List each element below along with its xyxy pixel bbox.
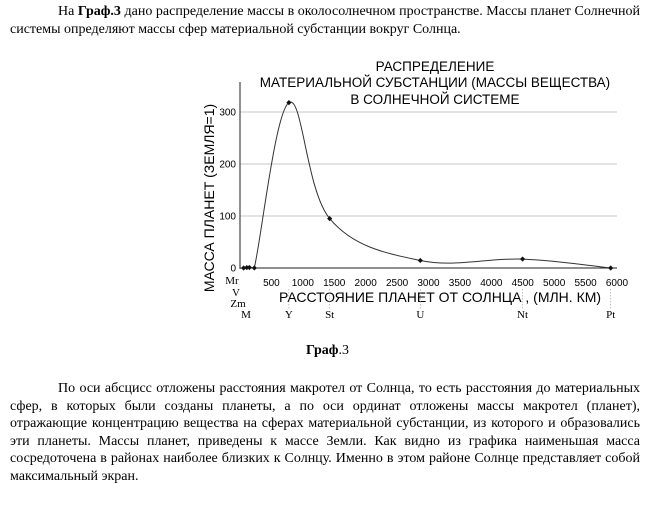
planet-label-V: V	[232, 287, 240, 299]
x-axis-title: РАССТОЯНИЕ ПЛАНЕТ ОТ СОЛНЦА , (МЛН. КМ)	[278, 289, 602, 305]
planet-label-Mr: Mr	[225, 275, 239, 287]
chart-curve	[244, 102, 611, 268]
x-tick-label-5500: 5500	[574, 278, 597, 289]
caption-bold: Граф	[306, 343, 339, 358]
planet-label-St: St	[325, 309, 335, 321]
chart-grid	[240, 112, 617, 216]
planet-label-Nt: Nt	[517, 309, 529, 321]
planet-label-M: M	[241, 309, 251, 321]
intro-text-start: На	[58, 4, 78, 19]
planet-label-Y: Y	[284, 309, 293, 321]
data-point-Nt	[520, 256, 525, 261]
x-tick-label-4000: 4000	[480, 278, 503, 289]
chart-title-line-3: В СОЛНЕЧНОЙ СИСТЕМЕ	[350, 92, 520, 107]
data-point-M	[252, 265, 257, 270]
x-tick-label-6000: 6000	[605, 278, 629, 289]
y-tick-label-300: 300	[219, 107, 236, 119]
chart-title	[260, 59, 610, 107]
intro-text-end: дано распределение массы в околосолнечном пространстве. Массы планет Солнечной системы определяют массы сфер материальной субстанции вокруг Солнца.	[10, 4, 641, 37]
x-tick-label-1000: 1000	[291, 278, 314, 289]
x-tick-label-1500: 1500	[323, 278, 346, 289]
y-tick-label-100: 100	[219, 211, 236, 223]
y-tick-label-0: 0	[230, 263, 236, 275]
x-tick-label-2500: 2500	[385, 278, 409, 289]
x-tick-label-3500: 3500	[448, 278, 472, 289]
planet-label-U: U	[416, 309, 425, 321]
chart-title-line-1: РАСПРЕДЕЛЕНИЕ	[375, 59, 495, 74]
y-axis-title: МАССА ПЛАНЕТ (ЗЕМЛЯ=1)	[201, 103, 217, 293]
data-point-Pt	[608, 265, 613, 270]
figure-caption	[0, 343, 655, 359]
data-point-U	[418, 258, 423, 263]
x-axis	[240, 268, 629, 305]
y-axis	[201, 82, 240, 292]
x-tick-label-4500: 4500	[511, 278, 534, 289]
caption-number: .3	[338, 343, 349, 358]
x-tick-label-3000: 3000	[417, 278, 440, 289]
y-tick-label-200: 200	[219, 159, 236, 171]
planet-label-Pt: Pt	[606, 309, 616, 321]
intro-graph-ref: Граф.3	[77, 4, 121, 19]
chart-markers	[241, 100, 613, 271]
x-tick-label-5000: 5000	[543, 278, 566, 289]
explanation-paragraph: По оси абсцисс отложены расстояния макротел от Солнца, то есть расстояния до материальных сфер, в которых были созданы планеты, а по оси ординат отложены массы макротел (планет), отражающие концентрацию вещества на сферах материальной субстанции, из которого и образовались эти планеты. Массы планет, приведены к массе Земли. Как видно из графика наименьшая масса сосредоточена в районах наиболее близких к Солнцу. Именно в этом районе Солнце представляет собой максимальный экран.	[10, 381, 640, 484]
planet-label-Zm: Zm	[230, 298, 246, 310]
chart-title-line-2: МАТЕРИАЛЬНОЙ СУБСТАНЦИИ (МАССЫ ВЕЩЕСТВА)	[259, 75, 611, 90]
x-tick-label-2000: 2000	[354, 278, 377, 289]
mass-curve	[244, 102, 611, 268]
x-tick-label-500: 500	[263, 278, 280, 289]
